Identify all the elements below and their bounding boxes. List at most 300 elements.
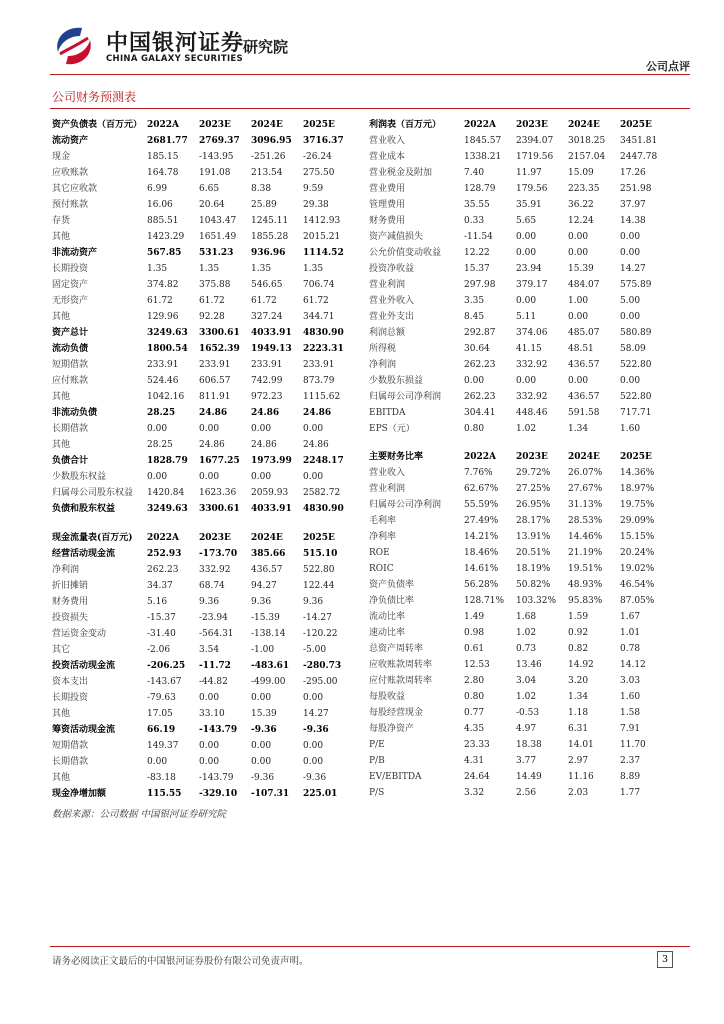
row-label: 所得税 xyxy=(369,344,397,354)
row-label: EV/EBITDA xyxy=(369,772,422,782)
table-row xyxy=(369,293,672,309)
value-cell: 591.58 xyxy=(568,408,600,418)
value-cell: -107.31 xyxy=(251,789,290,799)
row-label: 营业外支出 xyxy=(369,312,415,322)
value-cell: 28.17% xyxy=(516,516,551,526)
table-row xyxy=(369,165,672,181)
value-cell: 4830.90 xyxy=(303,504,344,514)
row-label: 资产总计 xyxy=(52,328,89,338)
value-cell: 233.91 xyxy=(251,360,283,370)
table-row xyxy=(52,277,355,293)
value-cell: 33.10 xyxy=(199,709,225,719)
table-row xyxy=(369,481,672,497)
value-cell: 1828.79 xyxy=(147,456,188,466)
value-cell: -83.18 xyxy=(147,773,176,783)
value-cell: -9.36 xyxy=(303,773,327,783)
value-cell: 3.32 xyxy=(464,788,485,798)
value-cell: 531.23 xyxy=(199,248,234,258)
row-label: 长期投资 xyxy=(52,264,89,274)
value-cell: 7.91 xyxy=(620,724,641,734)
value-cell: -79.63 xyxy=(147,693,176,703)
year-header-cell: 2023E xyxy=(516,120,548,130)
logo-chinese-name: 中国银河证券 xyxy=(106,31,245,56)
value-cell: -44.82 xyxy=(199,677,228,687)
value-cell: 252.93 xyxy=(147,549,182,559)
table-row xyxy=(369,373,672,389)
row-label: 利润总额 xyxy=(369,328,406,338)
table-row xyxy=(52,149,355,165)
value-cell: 0.00 xyxy=(303,757,324,767)
year-header-cell: 2022A xyxy=(147,533,180,543)
value-cell: 0.33 xyxy=(464,216,485,226)
value-cell: 2769.37 xyxy=(199,136,240,146)
value-cell: 484.07 xyxy=(568,280,600,290)
table-row xyxy=(52,373,355,389)
value-cell: 191.08 xyxy=(199,168,231,178)
row-label: 营业收入 xyxy=(369,468,406,478)
value-cell: -15.39 xyxy=(251,613,280,623)
row-label: 应收账款周转率 xyxy=(369,660,433,670)
row-label: 营业外收入 xyxy=(369,296,415,306)
value-cell: 0.00 xyxy=(199,472,220,482)
row-label: 归属母公司股东权益 xyxy=(52,488,134,498)
value-cell: 8.89 xyxy=(620,772,641,782)
value-cell: 35.91 xyxy=(516,200,542,210)
value-cell: 3.04 xyxy=(516,676,537,686)
value-cell: -26.24 xyxy=(303,152,332,162)
table-row xyxy=(369,277,672,293)
table-row xyxy=(52,594,355,610)
value-cell: 262.23 xyxy=(464,360,496,370)
value-cell: 14.36% xyxy=(620,468,655,478)
value-cell: 68.74 xyxy=(199,581,225,591)
value-cell: 262.23 xyxy=(147,565,179,575)
table-row xyxy=(369,197,672,213)
value-cell: 185.15 xyxy=(147,152,179,162)
value-cell: 3300.61 xyxy=(199,328,240,338)
value-cell: 344.71 xyxy=(303,312,335,322)
value-cell: 12.24 xyxy=(568,216,594,226)
value-cell: 1.02 xyxy=(516,628,537,638)
value-cell: 23.94 xyxy=(516,264,542,274)
table-row xyxy=(52,197,355,213)
value-cell: 1845.57 xyxy=(464,136,502,146)
row-label: 营业费用 xyxy=(369,184,406,194)
value-cell: 717.71 xyxy=(620,408,652,418)
value-cell: 48.51 xyxy=(568,344,594,354)
value-cell: 19.02% xyxy=(620,564,655,574)
value-cell: 13.91% xyxy=(516,532,551,542)
table-row xyxy=(369,705,672,721)
report-type-label: 公司点评 xyxy=(646,60,690,73)
value-cell: 5.16 xyxy=(147,597,168,607)
value-cell: 8.45 xyxy=(464,312,485,322)
value-cell: 1.60 xyxy=(620,424,641,434)
value-cell: 515.10 xyxy=(303,549,338,559)
value-cell: 2059.93 xyxy=(251,488,289,498)
year-header-cell: 2022A xyxy=(464,452,497,462)
value-cell: 3451.81 xyxy=(620,136,658,146)
value-cell: 0.00 xyxy=(303,741,324,751)
value-cell: 1.35 xyxy=(303,264,324,274)
year-header-cell: 2025E xyxy=(303,120,335,130)
value-cell: 332.92 xyxy=(516,392,548,402)
value-cell: 20.24% xyxy=(620,548,655,558)
row-label: 其他 xyxy=(52,773,71,783)
table-row xyxy=(369,261,672,277)
table-row xyxy=(369,421,672,437)
value-cell: 34.37 xyxy=(147,581,173,591)
row-label: 经营活动现金流 xyxy=(52,549,116,559)
value-cell: 0.73 xyxy=(516,644,537,654)
row-label: 非流动资产 xyxy=(52,248,98,258)
value-cell: 0.77 xyxy=(464,708,485,718)
value-cell: 28.53% xyxy=(568,516,603,526)
value-cell: 18.38 xyxy=(516,740,542,750)
row-label: 净负债比率 xyxy=(369,596,415,606)
value-cell: 9.36 xyxy=(199,597,220,607)
value-cell: 1.18 xyxy=(568,708,589,718)
table-row xyxy=(52,213,355,229)
value-cell: 567.85 xyxy=(147,248,182,258)
table-row xyxy=(369,465,672,481)
table-row xyxy=(369,245,672,261)
value-cell: 1245.11 xyxy=(251,216,289,226)
value-cell: 6.31 xyxy=(568,724,589,734)
balance-sheet-table xyxy=(52,117,355,517)
table-row xyxy=(369,545,672,561)
row-label: 流动比率 xyxy=(369,612,406,622)
row-label: P/S xyxy=(369,788,385,798)
year-header-cell: 2024E xyxy=(568,120,600,130)
value-cell: 4.97 xyxy=(516,724,537,734)
table-row xyxy=(52,770,355,786)
table-row xyxy=(52,674,355,690)
value-cell: 1652.39 xyxy=(199,344,240,354)
value-cell: 1.34 xyxy=(568,692,589,702)
value-cell: 575.89 xyxy=(620,280,652,290)
value-cell: 1651.49 xyxy=(199,232,237,242)
value-cell: 21.19% xyxy=(568,548,603,558)
value-cell: 1623.36 xyxy=(199,488,237,498)
table-row xyxy=(369,133,672,149)
value-cell: 1114.52 xyxy=(303,248,344,258)
value-cell: -483.61 xyxy=(251,661,290,671)
value-cell: 128.71% xyxy=(464,596,505,606)
row-label: 营业成本 xyxy=(369,152,406,162)
value-cell: 0.80 xyxy=(464,692,485,702)
value-cell: 3.54 xyxy=(199,645,220,655)
value-cell: 61.72 xyxy=(199,296,225,306)
value-cell: 522.80 xyxy=(303,565,335,575)
value-cell: 0.00 xyxy=(147,424,168,434)
value-cell: -5.00 xyxy=(303,645,327,655)
table-row xyxy=(369,309,672,325)
value-cell: 18.46% xyxy=(464,548,499,558)
table-row xyxy=(52,325,355,341)
value-cell: 61.72 xyxy=(251,296,277,306)
value-cell: 1.02 xyxy=(516,692,537,702)
value-cell: 3.77 xyxy=(516,756,537,766)
value-cell: -143.95 xyxy=(199,152,234,162)
galaxy-logo-icon xyxy=(52,24,96,68)
row-label: 其他 xyxy=(52,392,71,402)
value-cell: 128.79 xyxy=(464,184,496,194)
value-cell: -11.54 xyxy=(464,232,493,242)
table-row xyxy=(52,165,355,181)
table-row xyxy=(369,405,672,421)
value-cell: 262.23 xyxy=(464,392,496,402)
value-cell: 0.00 xyxy=(251,693,272,703)
value-cell: 3018.25 xyxy=(568,136,606,146)
row-label: 流动负债 xyxy=(52,344,89,354)
value-cell: 1973.99 xyxy=(251,456,292,466)
table-header-row xyxy=(52,530,355,546)
table-row xyxy=(52,405,355,421)
section-divider xyxy=(50,108,690,109)
value-cell: 546.65 xyxy=(251,280,283,290)
row-label: 毛利率 xyxy=(369,516,397,526)
value-cell: 2582.72 xyxy=(303,488,341,498)
row-label: 资产负债率 xyxy=(369,580,415,590)
table-row xyxy=(52,469,355,485)
value-cell: 19.51% xyxy=(568,564,603,574)
value-cell: 2.37 xyxy=(620,756,641,766)
table-row xyxy=(369,657,672,673)
table-header-row xyxy=(52,117,355,133)
value-cell: 29.38 xyxy=(303,200,329,210)
value-cell: 17.05 xyxy=(147,709,173,719)
row-label: 投资净收益 xyxy=(369,264,415,274)
row-label: 预付账款 xyxy=(52,200,89,210)
row-label: 每股收益 xyxy=(369,692,406,702)
row-label: 净利润 xyxy=(369,360,397,370)
row-label: 营业利润 xyxy=(369,280,406,290)
table-row xyxy=(52,562,355,578)
value-cell: 1.77 xyxy=(620,788,641,798)
value-cell: 55.59% xyxy=(464,500,499,510)
value-cell: 2157.04 xyxy=(568,152,606,162)
row-label: 投资活动现金流 xyxy=(52,661,116,671)
row-label: 少数股东损益 xyxy=(369,376,424,386)
table-row xyxy=(52,437,355,453)
value-cell: 0.80 xyxy=(464,424,485,434)
table-row xyxy=(52,578,355,594)
value-cell: -173.70 xyxy=(199,549,238,559)
row-label: 应收账款 xyxy=(52,168,89,178)
table-header-row xyxy=(369,449,672,465)
year-header-cell: 2023E xyxy=(199,120,231,130)
value-cell: 1.34 xyxy=(568,424,589,434)
value-cell: 1.35 xyxy=(199,264,220,274)
row-label: 长期投资 xyxy=(52,693,89,703)
value-cell: 332.92 xyxy=(516,360,548,370)
financial-ratios-table xyxy=(369,449,672,801)
value-cell: 0.00 xyxy=(620,376,641,386)
page-number: 3 xyxy=(657,951,673,968)
value-cell: 0.00 xyxy=(251,741,272,751)
value-cell: 129.96 xyxy=(147,312,179,322)
table-row xyxy=(52,501,355,517)
table-row xyxy=(52,389,355,405)
table-row xyxy=(52,738,355,754)
value-cell: 29.72% xyxy=(516,468,551,478)
year-header-cell: 2024E xyxy=(568,452,600,462)
value-cell: 742.99 xyxy=(251,376,283,386)
value-cell: 385.66 xyxy=(251,549,286,559)
value-cell: -143.67 xyxy=(147,677,182,687)
value-cell: 1.35 xyxy=(147,264,168,274)
value-cell: 233.91 xyxy=(303,360,335,370)
table-row xyxy=(52,133,355,149)
row-label: 其他 xyxy=(52,709,71,719)
table-row xyxy=(369,753,672,769)
value-cell: 18.97% xyxy=(620,484,655,494)
value-cell: 2681.77 xyxy=(147,136,188,146)
value-cell: 36.22 xyxy=(568,200,594,210)
value-cell: 1042.16 xyxy=(147,392,185,402)
value-cell: 14.38 xyxy=(620,216,646,226)
value-cell: 2223.31 xyxy=(303,344,344,354)
row-label: 净利润 xyxy=(52,565,80,575)
logo-department: 研究院 xyxy=(243,38,289,56)
value-cell: -564.31 xyxy=(199,629,234,639)
row-label: 管理费用 xyxy=(369,200,406,210)
value-cell: 0.98 xyxy=(464,628,485,638)
year-header-cell: 2023E xyxy=(199,533,231,543)
table-row xyxy=(52,357,355,373)
table-row xyxy=(52,229,355,245)
value-cell: 3249.63 xyxy=(147,328,188,338)
row-label: 应付账款 xyxy=(52,376,89,386)
table-row xyxy=(369,389,672,405)
table-row xyxy=(52,309,355,325)
value-cell: 0.00 xyxy=(199,757,220,767)
value-cell: 0.00 xyxy=(620,248,641,258)
value-cell: -143.79 xyxy=(199,725,238,735)
value-cell: 5.65 xyxy=(516,216,537,226)
value-cell: 233.91 xyxy=(147,360,179,370)
row-label: 固定资产 xyxy=(52,280,89,290)
value-cell: -0.53 xyxy=(516,708,540,718)
table-row xyxy=(369,737,672,753)
year-header-cell: 2025E xyxy=(303,533,335,543)
value-cell: -499.00 xyxy=(251,677,286,687)
value-cell: 179.56 xyxy=(516,184,548,194)
table-title-cell: 现金流量表(百万元) xyxy=(52,533,133,543)
value-cell: 972.23 xyxy=(251,392,283,402)
value-cell: 15.39 xyxy=(568,264,594,274)
footer-disclaimer: 请务必阅读正文最后的中国银河证券股份有限公司免责声明。 xyxy=(52,956,309,967)
value-cell: 26.95% xyxy=(516,500,551,510)
value-cell: 9.59 xyxy=(303,184,324,194)
value-cell: 8.38 xyxy=(251,184,272,194)
value-cell: 3.03 xyxy=(620,676,641,686)
table-row xyxy=(369,213,672,229)
table-row xyxy=(369,341,672,357)
value-cell: 0.00 xyxy=(251,472,272,482)
value-cell: 23.33 xyxy=(464,740,490,750)
table-row xyxy=(369,577,672,593)
value-cell: 213.54 xyxy=(251,168,283,178)
value-cell: 1.01 xyxy=(620,628,641,638)
value-cell: -295.00 xyxy=(303,677,338,687)
value-cell: 14.12 xyxy=(620,660,646,670)
row-label: 其他 xyxy=(52,232,71,242)
table-row xyxy=(369,593,672,609)
value-cell: 15.39 xyxy=(251,709,277,719)
value-cell: 13.46 xyxy=(516,660,542,670)
table-row xyxy=(52,626,355,642)
value-cell: -23.94 xyxy=(199,613,228,623)
value-cell: 4.35 xyxy=(464,724,485,734)
value-cell: 3096.95 xyxy=(251,136,292,146)
value-cell: 95.83% xyxy=(568,596,603,606)
value-cell: 35.55 xyxy=(464,200,490,210)
value-cell: 2.03 xyxy=(568,788,589,798)
value-cell: 12.22 xyxy=(464,248,490,258)
value-cell: 37.97 xyxy=(620,200,646,210)
value-cell: -206.25 xyxy=(147,661,186,671)
value-cell: 94.27 xyxy=(251,581,277,591)
row-label: 非流动负债 xyxy=(52,408,98,418)
table-row xyxy=(369,641,672,657)
value-cell: 332.92 xyxy=(199,565,231,575)
value-cell: 4830.90 xyxy=(303,328,344,338)
year-header-cell: 2024E xyxy=(251,120,283,130)
value-cell: 2248.17 xyxy=(303,456,344,466)
table-row xyxy=(369,721,672,737)
value-cell: 1677.25 xyxy=(199,456,240,466)
value-cell: 26.07% xyxy=(568,468,603,478)
value-cell: -2.06 xyxy=(147,645,171,655)
value-cell: 20.51% xyxy=(516,548,551,558)
table-row xyxy=(52,181,355,197)
value-cell: 225.01 xyxy=(303,789,338,799)
row-label: 短期借款 xyxy=(52,741,89,751)
row-label: P/B xyxy=(369,756,385,766)
table-row xyxy=(369,497,672,513)
row-label: 每股净资产 xyxy=(369,724,415,734)
value-cell: 27.25% xyxy=(516,484,551,494)
value-cell: 24.86 xyxy=(303,440,329,450)
value-cell: 0.00 xyxy=(147,757,168,767)
table-row xyxy=(369,529,672,545)
value-cell: 3249.63 xyxy=(147,504,188,514)
table-row xyxy=(369,609,672,625)
table-row xyxy=(369,325,672,341)
value-cell: -1.00 xyxy=(251,645,275,655)
value-cell: 17.26 xyxy=(620,168,646,178)
value-cell: 6.65 xyxy=(199,184,220,194)
value-cell: 522.80 xyxy=(620,360,652,370)
value-cell: 233.91 xyxy=(199,360,231,370)
value-cell: 92.28 xyxy=(199,312,225,322)
header-divider xyxy=(50,74,690,75)
value-cell: 46.54% xyxy=(620,580,655,590)
row-label: 营业税金及附加 xyxy=(369,168,433,178)
value-cell: 15.37 xyxy=(464,264,490,274)
row-label: 营运资金变动 xyxy=(52,629,107,639)
value-cell: 327.24 xyxy=(251,312,283,322)
value-cell: 20.64 xyxy=(199,200,225,210)
value-cell: 3.35 xyxy=(464,296,485,306)
value-cell: 0.00 xyxy=(251,757,272,767)
value-cell: 14.27 xyxy=(620,264,646,274)
value-cell: 885.51 xyxy=(147,216,179,226)
value-cell: 436.57 xyxy=(568,360,600,370)
table-row xyxy=(52,754,355,770)
